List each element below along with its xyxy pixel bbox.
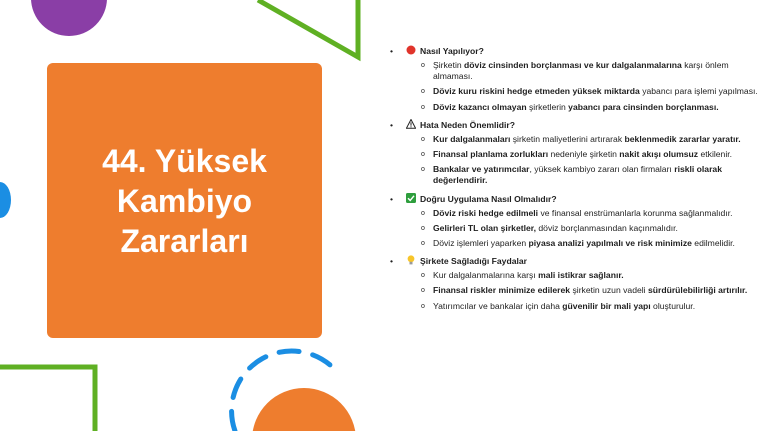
emphasis-text: yabancı para cinsinden borçlanması. xyxy=(568,101,719,112)
item-text: yabancı para işlemi yapılması. xyxy=(639,86,758,97)
orange-circle-shape xyxy=(250,388,370,431)
sub-bullet-icon: o xyxy=(421,209,425,217)
item-text: Şirketin xyxy=(433,60,465,70)
bullet-icon: • xyxy=(390,193,394,204)
emphasis-text: Döviz kuru riskini hedge etmeden yüksek miktarda xyxy=(433,86,640,97)
section-1 xyxy=(388,44,760,113)
check-box-icon xyxy=(406,193,416,203)
sub-bullet-icon: o xyxy=(421,62,425,69)
emphasis-text: beklenmedik zararlar yaratır. xyxy=(624,133,741,144)
section-heading xyxy=(388,118,760,132)
item-text: şirketin maliyetlerini artırarak xyxy=(510,133,625,144)
item-text: ve finansal enstrümanlarla korunma sağlanmalıdır. xyxy=(538,207,733,218)
list-item xyxy=(388,149,760,160)
section-heading xyxy=(388,254,760,268)
emphasis-text: Gelirleri TL olan şirketler, xyxy=(433,222,537,233)
warning-icon xyxy=(406,119,416,129)
list-item xyxy=(388,60,760,82)
item-text: Kur dalgalanmalarına karşı xyxy=(433,270,539,281)
emphasis-text: piyasa analizi yapılmalı ve risk minimize xyxy=(528,238,692,249)
light-bulb-icon xyxy=(406,255,416,265)
emphasis-text: Döviz riski hedge edilmeli xyxy=(433,207,539,218)
section-heading xyxy=(388,192,760,206)
item-text: edilmelidir. xyxy=(691,238,735,249)
section-2 xyxy=(388,118,760,187)
emphasis-text: riskli olarak değerlendirir. xyxy=(433,164,722,186)
emphasis-text: güvenilir bir mali yapı xyxy=(562,300,651,311)
sub-bullet-icon: o xyxy=(421,272,425,280)
item-text: oluşturulur. xyxy=(650,300,696,311)
list-item xyxy=(388,285,760,296)
list-item xyxy=(388,86,760,97)
item-text: etkilenir. xyxy=(698,149,733,160)
section-heading xyxy=(388,44,760,58)
item-text: şirketin uzun vadeli xyxy=(570,285,648,296)
bullet-icon: • xyxy=(390,119,394,130)
item-text: , yüksek kambiyo zararı olan firmaları xyxy=(529,164,675,175)
item-text: şirketlerin xyxy=(526,101,569,112)
emphasis-text: Döviz kazancı olmayan xyxy=(433,101,527,112)
emphasis-text: Kur dalgalanmaları xyxy=(433,133,511,144)
list-item xyxy=(388,270,760,281)
sub-bullet-icon: o xyxy=(421,240,425,248)
emphasis-text: döviz cinsinden borçlanması ve kur dalgalanmalarına xyxy=(464,60,682,70)
section-heading-text: Hata Neden Önemlidir? xyxy=(420,119,516,130)
section-3 xyxy=(388,192,760,250)
emphasis-text: nakit akışı olumsuz xyxy=(619,149,699,160)
list-item xyxy=(388,208,760,219)
list-item xyxy=(388,164,760,186)
sub-bullet-icon: o xyxy=(421,88,425,96)
content-list xyxy=(388,44,760,317)
emphasis-text: mali istikrar sağlanır. xyxy=(538,270,624,281)
emphasis-text: Finansal planlama zorlukları xyxy=(433,149,549,160)
item-text: nedeniyle şirketin xyxy=(548,149,620,160)
item-text: Yatırımcılar ve bankalar için daha xyxy=(433,300,563,311)
section-heading-text: Nasıl Yapılıyor? xyxy=(420,46,484,56)
purple-circle-shape xyxy=(0,0,120,50)
list-item xyxy=(388,238,760,249)
green-corner-shape xyxy=(0,362,100,431)
sub-bullet-icon: o xyxy=(421,135,425,143)
item-text: Döviz işlemleri yaparken xyxy=(433,238,529,249)
title-box xyxy=(47,63,322,338)
list-item xyxy=(388,223,760,234)
item-text: döviz borçlanmasından kaçınmalıdır. xyxy=(536,222,678,233)
emphasis-text: Bankalar ve yatırımcılar xyxy=(433,164,530,175)
blue-half-circle-shape xyxy=(0,180,14,220)
bullet-icon: • xyxy=(390,46,394,56)
list-item xyxy=(388,301,760,312)
sub-bullet-icon: o xyxy=(421,224,425,232)
bullet-icon: • xyxy=(390,256,394,267)
list-item xyxy=(388,134,760,145)
section-heading-text: Doğru Uygulama Nasıl Olmalıdır? xyxy=(420,193,557,204)
green-triangle-shape xyxy=(240,0,370,65)
slide-title: 44. Yüksek Kambiyo Zararları xyxy=(102,142,267,259)
sub-bullet-icon: o xyxy=(421,287,425,295)
section-4 xyxy=(388,254,760,312)
sub-bullet-icon: o xyxy=(421,103,425,111)
sub-bullet-icon: o xyxy=(421,302,425,310)
emphasis-text: Finansal riskler minimize edilerek xyxy=(433,285,571,296)
red-circle-icon xyxy=(406,45,416,55)
sub-bullet-icon: o xyxy=(421,151,425,159)
section-heading-text: Şirkete Sağladığı Faydalar xyxy=(420,256,527,267)
sub-bullet-icon: o xyxy=(421,166,425,174)
item-text: karşı önlem almaması. xyxy=(433,60,729,82)
list-item xyxy=(388,102,760,113)
emphasis-text: sürdürülebilirliği artırılır. xyxy=(647,285,748,296)
